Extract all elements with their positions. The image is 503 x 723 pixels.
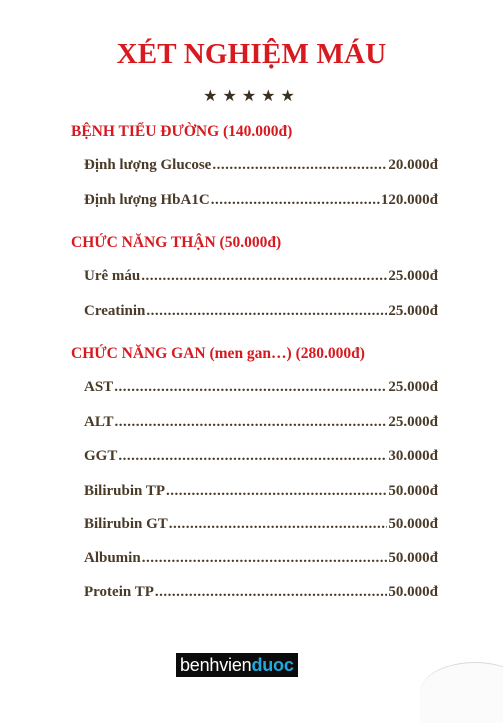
section-title-liver: CHỨC NĂNG GAN (men gan…) (280.000đ) xyxy=(71,345,365,362)
dot-leader xyxy=(114,414,387,431)
dot-leader xyxy=(212,157,387,174)
watermark-logo xyxy=(176,653,298,677)
test-price: 50.000đ xyxy=(388,516,438,532)
dot-leader xyxy=(114,379,387,396)
logo-text-primary: benhvien xyxy=(180,655,252,675)
section-title-diabetes: BỆNH TIỂU ĐƯỜNG (140.000đ) xyxy=(71,123,293,140)
test-name: Protein TP xyxy=(84,584,154,600)
dot-leader xyxy=(169,516,388,533)
test-price: 25.000đ xyxy=(388,268,438,284)
logo-text-accent: duoc xyxy=(251,655,294,675)
test-price: 50.000đ xyxy=(388,483,438,499)
list-item xyxy=(84,483,438,500)
test-name: Albumin xyxy=(84,550,141,566)
list-item xyxy=(84,448,438,465)
dot-leader xyxy=(155,584,388,601)
list-item xyxy=(84,516,438,533)
test-price: 25.000đ xyxy=(388,379,438,395)
test-price: 120.000đ xyxy=(380,192,438,208)
dot-leader xyxy=(211,192,380,209)
corner-decoration xyxy=(420,662,503,723)
test-price: 50.000đ xyxy=(388,550,438,566)
page-title: XÉT NGHIỆM MÁU xyxy=(116,38,387,70)
test-name: Bilirubin GT xyxy=(84,516,168,532)
test-name: Định lượng HbA1C xyxy=(84,192,210,208)
section-title-kidney: CHỨC NĂNG THẬN (50.000đ) xyxy=(71,234,282,251)
list-item xyxy=(84,192,438,209)
test-price: 25.000đ xyxy=(388,414,438,430)
test-name: AST xyxy=(84,379,114,395)
list-item xyxy=(84,303,438,320)
test-price: 20.000đ xyxy=(388,157,438,173)
dot-leader xyxy=(141,268,387,285)
list-item xyxy=(84,414,438,431)
test-price: 25.000đ xyxy=(388,303,438,319)
test-name: Định lượng Glucose xyxy=(84,157,212,173)
test-name: Creatinin xyxy=(84,303,146,319)
test-name: Bilirubin TP xyxy=(84,483,166,499)
test-price: 30.000đ xyxy=(388,448,438,464)
list-item xyxy=(84,379,438,396)
test-name: GGT xyxy=(84,448,118,464)
list-item xyxy=(84,584,438,601)
list-item xyxy=(84,157,438,174)
dot-leader xyxy=(146,303,387,320)
test-name: Urê máu xyxy=(84,268,141,284)
dot-leader xyxy=(166,483,387,500)
dot-leader xyxy=(118,448,387,465)
test-name: ALT xyxy=(84,414,114,430)
list-item xyxy=(84,550,438,567)
dot-leader xyxy=(142,550,388,567)
test-price: 50.000đ xyxy=(388,584,438,600)
list-item xyxy=(84,268,438,285)
star-rating-decoration: ★★★★★ xyxy=(203,88,300,105)
